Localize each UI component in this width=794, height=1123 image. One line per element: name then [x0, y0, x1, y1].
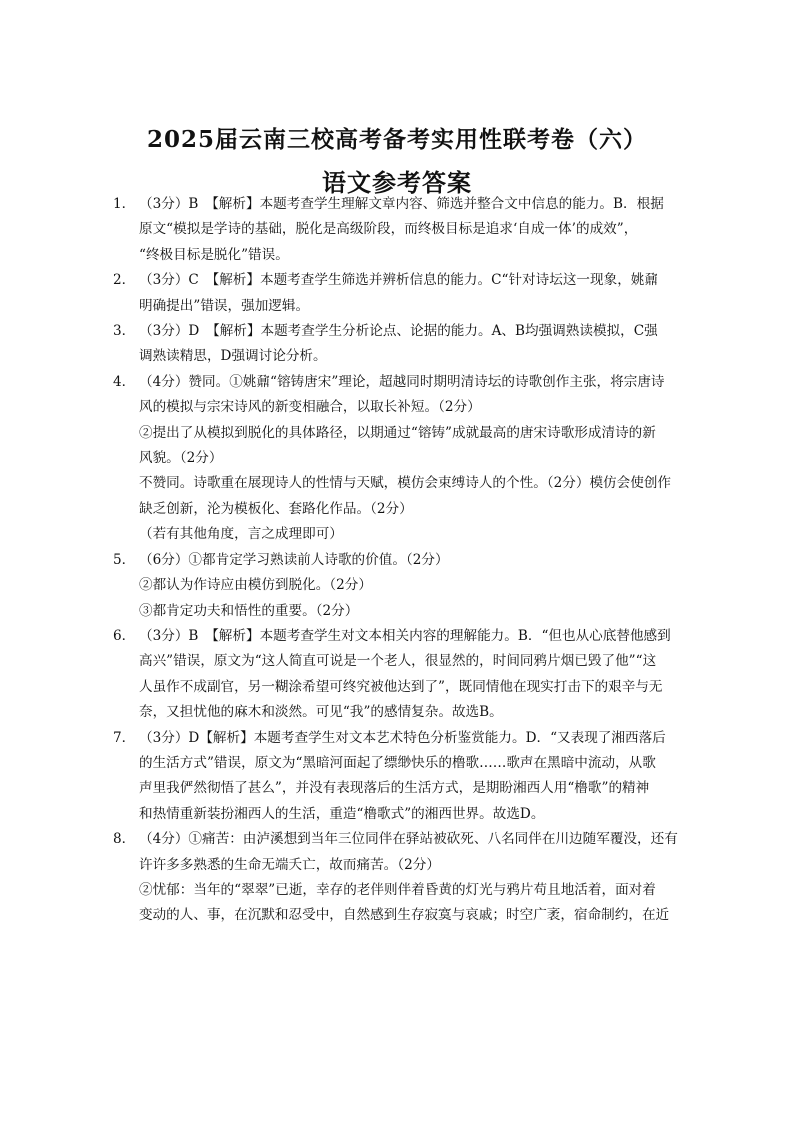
answer-line: ②忧郁：当年的“翠翠”已逝，幸存的老伴则伴着昏黄的灯光与鸦片苟且地活着，面对着: [139, 881, 656, 898]
answer-line: （3分）B 【解析】本题考查学生理解文章内容、筛选并整合文中信息的能力。B．根据: [139, 196, 664, 212]
answer-number: 1．: [113, 196, 136, 212]
answer-line: “终极目标是脱化”错误。: [139, 246, 289, 263]
answer-number: 6．: [113, 627, 136, 644]
answer-line: 的生活方式”错误，原文为“黑暗河面起了缥缈快乐的橹歌……歌声在黑暗中流动，从歌: [139, 754, 656, 771]
answer-line: （3分）D【解析】本题考查学生对文本艺术特色分析鉴赏能力。D．“又表现了湘西落后: [139, 729, 666, 746]
answer-line: （3分）B 【解析】本题考查学生对文本相关内容的理解能力。B．“但也从心底替他感到: [139, 627, 671, 644]
answer-line: 风貌。（2分）: [139, 450, 223, 467]
answer-line: 变动的人、事，在沉默和忍受中，自然感到生存寂寞与哀戚；时空广袤，宿命制约，在近: [139, 907, 670, 924]
answer-number: 2．: [113, 272, 136, 289]
answer-line: （6分）①都肯定学习熟读前人诗歌的价值。（2分）: [139, 551, 449, 568]
answer-item-1: [113, 192, 685, 268]
page-subtitle: 语文参考答案: [322, 168, 472, 197]
page-title: 2025届云南三校高考备考实用性联考卷（六）: [146, 126, 647, 153]
answer-line: 不赞同。诗歌重在展现诗人的性情与天赋，模仿会束缚诗人的个性。（2分）模仿会使创作: [139, 475, 672, 492]
answer-line: ②提出了从模拟到脱化的具体路径，以期通过“镕铸”成就最高的唐宋诗歌形成清诗的新: [139, 424, 656, 441]
answer-line: 许许多多熟悉的生命无端夭亡，故而痛苦。（2分）: [139, 856, 440, 873]
answer-line: 原文“模拟是学诗的基础，脱化是高级阶段，而终极目标是追求‘自成一体’的成效”，: [139, 221, 638, 238]
answer-item-4: [113, 370, 685, 548]
answer-line: 人虽作不成副官，另一糊涂希望可终究被他达到了”，既同情他在现实打击下的艰辛与无: [139, 678, 663, 695]
answer-line: （3分）C 【解析】本题考查学生筛选并辨析信息的能力。C“针对诗坛这一现象，姚鼐: [139, 272, 658, 289]
answer-list: [113, 192, 685, 929]
answer-line: 声里我俨然彻悟了甚么”，并没有表现落后的生活方式，是期盼湘西人用“橹歌”的精神: [139, 780, 650, 797]
answer-line: 明确提出”错误，强加逻辑。: [139, 297, 310, 314]
answer-item-3: [113, 319, 685, 370]
answer-line: 缺乏创新，沦为模板化、套路化作品。（2分）: [139, 500, 413, 517]
answer-line: ③都肯定功夫和悟性的重要。（2分）: [139, 602, 359, 619]
answer-line: 风的模拟与宗宋诗风的新变相融合，以取长补短。（2分）: [139, 399, 481, 416]
answer-line: 奈，又担忧他的麻木和淡然。可见“我”的感情复杂。故选B。: [139, 704, 503, 721]
answer-line: 调熟读精思，D强调讨论分析。: [139, 348, 327, 365]
answer-number: 3．: [113, 323, 136, 340]
answer-item-6: [113, 624, 685, 726]
answer-line: （若有其他角度，言之成理即可）: [139, 526, 343, 543]
answer-number: 8．: [113, 831, 136, 848]
answer-line: ②都认为作诗应由模仿到脱化。（2分）: [139, 577, 372, 594]
answer-line: （4分）①痛苦：由泸溪想到当年三位同伴在驿站被砍死、八名同伴在川边随军覆没，还有: [139, 831, 678, 848]
answer-line: （4分）赞同。①姚鼐“镕铸唐宋”理论，超越同时期明清诗坛的诗歌创作主张，将宗唐诗: [139, 373, 665, 390]
answer-item-5: [113, 548, 685, 624]
answer-line: 高兴”错误，原文为“这人简直可说是一个老人，很显然的，时间同鸦片烟已毁了他”“这: [139, 653, 657, 670]
answer-line: 和热情重新装扮湘西人的生活，重造“橹歌式”的湘西世界。故选D。: [139, 805, 545, 822]
answer-number: 4．: [113, 373, 136, 390]
answer-item-8: [113, 827, 685, 929]
answer-number: 5．: [113, 551, 136, 568]
answer-line: （3分）D 【解析】本题考查学生分析论点、论据的能力。A、B均强调熟读模拟，C强: [139, 323, 658, 340]
answer-item-7: [113, 726, 685, 828]
answer-item-2: [113, 268, 685, 319]
answer-number: 7．: [113, 729, 136, 746]
